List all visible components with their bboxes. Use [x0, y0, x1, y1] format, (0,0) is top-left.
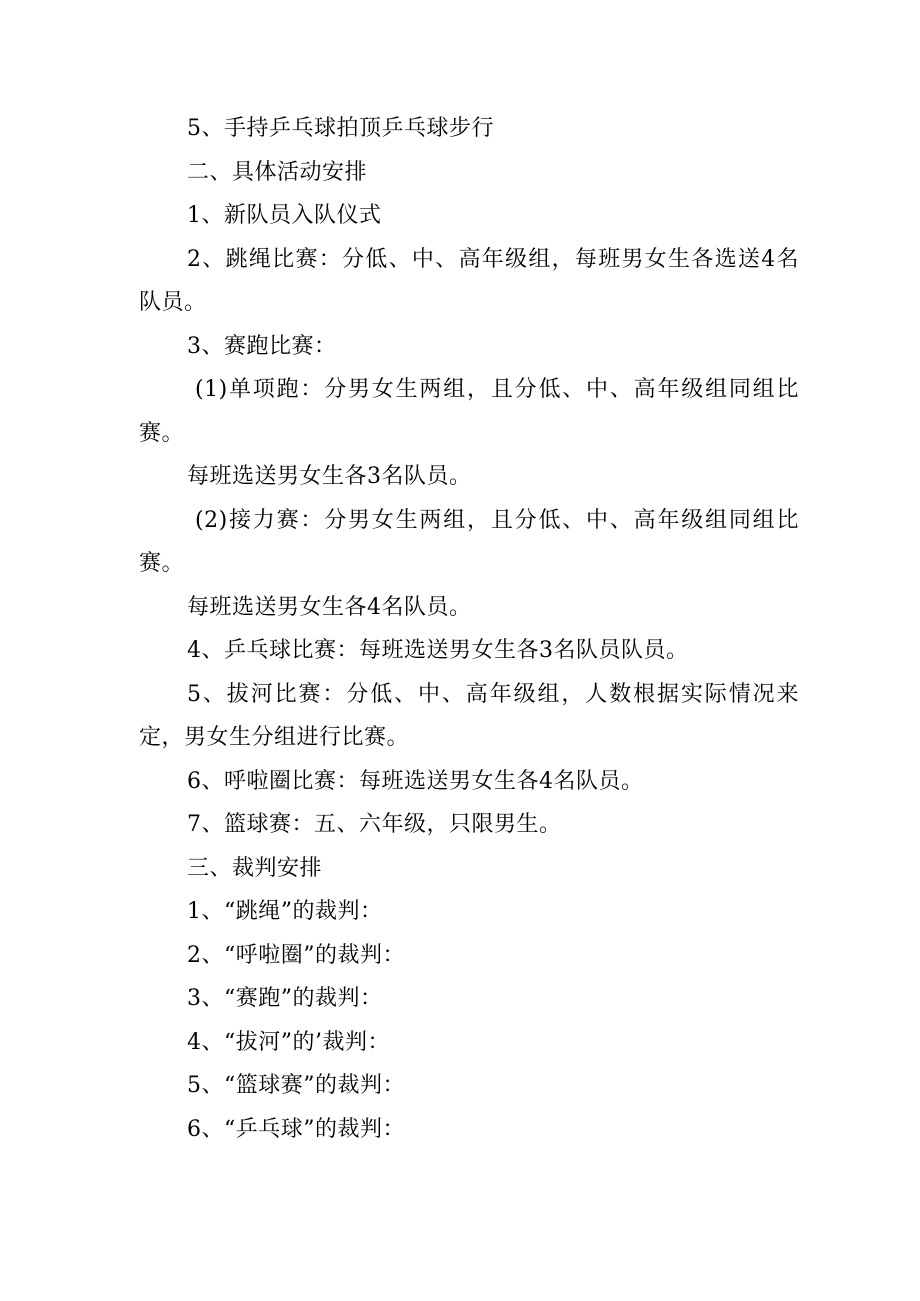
note-individual-run-quota: 每班选送男女生各3名队员。	[187, 464, 472, 489]
referee-item-running: 3、“赛跑”的裁判：	[187, 986, 383, 1011]
list-item-new-member-ceremony: 1、新队员入队仪式	[187, 203, 382, 228]
list-item-walk-with-paddle: 5、手持乒乓球拍顶乒乓球步行	[187, 116, 494, 141]
sub-item-individual-run: (1)单项跑：分男女生两组，且分低、中、高年级组同组比赛。	[139, 377, 799, 446]
list-item-table-tennis: 4、乒乓球比赛：每班选送男女生各3名队员队员。	[187, 638, 689, 663]
document-body	[139, 107, 799, 1151]
list-item-basketball: 7、篮球赛：五、六年级，只限男生。	[187, 812, 562, 837]
referee-item-rope-skipping: 1、“跳绳”的裁判：	[187, 899, 383, 924]
section-heading-activity-arrangement: 二、具体活动安排	[187, 159, 368, 185]
list-item-tug-of-war: 5、拔河比赛：分低、中、高年级组，人数根据实际情况来定，男女生分组进行比赛。	[139, 681, 799, 750]
referee-item-hula-hoop: 2、“呼啦圈”的裁判：	[187, 942, 405, 968]
section-heading-referee-arrangement: 三、裁判安排	[187, 855, 323, 881]
list-item-hula-hoop: 6、呼啦圈比赛：每班选送男女生各4名队员。	[187, 768, 644, 794]
referee-item-tug-of-war: 4、“拔河”的’裁判：	[187, 1029, 390, 1055]
referee-item-basketball: 5、“篮球赛”的裁判：	[187, 1073, 405, 1098]
list-item-rope-skipping: 2、跳绳比赛：分低、中、高年级组，每班男女生各选送4名队员。	[139, 246, 799, 315]
list-item-running-race: 3、赛跑比赛：	[187, 333, 337, 359]
note-relay-quota: 每班选送男女生各4名队员。	[187, 594, 472, 620]
sub-item-relay-race: (2)接力赛：分男女生两组，且分低、中、高年级组同组比赛。	[139, 507, 799, 576]
referee-item-table-tennis: 6、“乒乓球”的裁判：	[187, 1116, 405, 1142]
